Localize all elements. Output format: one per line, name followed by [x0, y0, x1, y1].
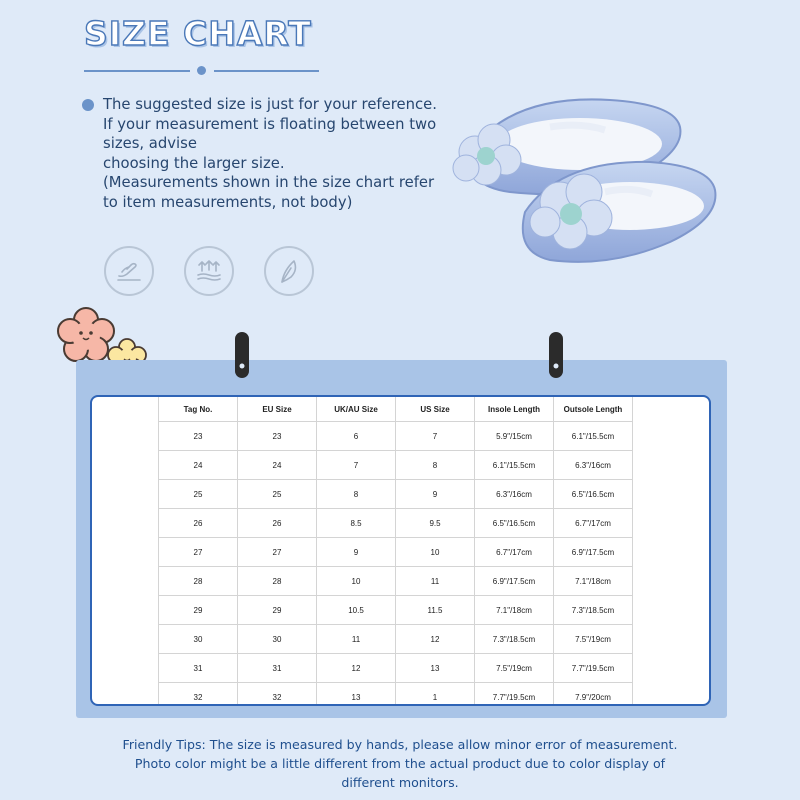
- col-header: UK/AU Size: [317, 397, 396, 422]
- table-cell: 12: [317, 654, 396, 683]
- table-cell: 13: [317, 683, 396, 707]
- title-divider-left: [84, 70, 190, 72]
- size-table-card: [90, 395, 711, 706]
- table-cell: 25: [238, 480, 317, 509]
- table-row: [159, 654, 633, 683]
- table-cell: 7.5"/19cm: [475, 654, 554, 683]
- title-divider-right: [214, 70, 319, 72]
- binder-clip-icon: [234, 332, 250, 378]
- table-cell: 30: [238, 625, 317, 654]
- table-cell: 7: [317, 451, 396, 480]
- binder-clip-icon: [548, 332, 564, 378]
- table-cell: 23: [238, 422, 317, 451]
- table-cell: 7.5"/19cm: [554, 625, 633, 654]
- table-cell: 8.5: [317, 509, 396, 538]
- table-cell: 7.3"/18.5cm: [554, 596, 633, 625]
- table-cell: 10: [317, 567, 396, 596]
- table-cell: 6.3"/16cm: [554, 451, 633, 480]
- table-cell: 8: [396, 451, 475, 480]
- table-cell: 10: [396, 538, 475, 567]
- table-cell: 9: [317, 538, 396, 567]
- table-cell: 7.3"/18.5cm: [475, 625, 554, 654]
- table-row: [159, 683, 633, 707]
- table-cell: 25: [159, 480, 238, 509]
- col-header: EU Size: [238, 397, 317, 422]
- table-cell: 1: [396, 683, 475, 707]
- table-cell: 23: [159, 422, 238, 451]
- table-cell: 6.3"/16cm: [475, 480, 554, 509]
- table-cell: 11.5: [396, 596, 475, 625]
- table-cell: 6.9"/17.5cm: [554, 538, 633, 567]
- lightweight-feather-icon: [264, 246, 314, 296]
- table-cell: 11: [396, 567, 475, 596]
- table-row: [159, 538, 633, 567]
- table-cell: 9: [396, 480, 475, 509]
- table-row: [159, 567, 633, 596]
- table-cell: 29: [159, 596, 238, 625]
- table-cell: 31: [238, 654, 317, 683]
- col-header: Tag No.: [159, 397, 238, 422]
- table-cell: 26: [238, 509, 317, 538]
- table-cell: 13: [396, 654, 475, 683]
- table-cell: 32: [159, 683, 238, 707]
- table-row: [159, 451, 633, 480]
- table-cell: 7: [396, 422, 475, 451]
- table-cell: 28: [159, 567, 238, 596]
- table-cell: 26: [159, 509, 238, 538]
- table-row: [159, 509, 633, 538]
- bullet-dot: [82, 99, 94, 111]
- table-cell: 5.9"/15cm: [475, 422, 554, 451]
- table-cell: 32: [238, 683, 317, 707]
- table-cell: 6.1"/15.5cm: [554, 422, 633, 451]
- table-cell: 24: [238, 451, 317, 480]
- table-cell: 27: [159, 538, 238, 567]
- col-header: Insole Length: [475, 397, 554, 422]
- table-cell: 11: [317, 625, 396, 654]
- table-cell: 28: [238, 567, 317, 596]
- title-divider-dot: [197, 66, 206, 75]
- col-header: US Size: [396, 397, 475, 422]
- table-cell: 7.1"/18cm: [475, 596, 554, 625]
- table-cell: 6.5"/16.5cm: [554, 480, 633, 509]
- col-header: Outsole Length: [554, 397, 633, 422]
- table-cell: 6.5"/16.5cm: [475, 509, 554, 538]
- table-cell: 6.7"/17cm: [475, 538, 554, 567]
- size-advice-note: The suggested size is just for your reference. If your measurement is floating between two sizes, advise choosing the larger size. (Measurements shown in the size chart refer to item measurements, not body): [103, 96, 437, 211]
- table-header-row: [159, 397, 633, 422]
- table-cell: 6.1"/15.5cm: [475, 451, 554, 480]
- table-cell: 6.7"/17cm: [554, 509, 633, 538]
- table-cell: 8: [317, 480, 396, 509]
- table-row: [159, 625, 633, 654]
- table-cell: 27: [238, 538, 317, 567]
- friendly-tips: Friendly Tips: The size is measured by hands, please allow minor error of measurement. Photo color might be a little different from the actual product due to color display of different monitors.: [122, 737, 678, 790]
- table-cell: 6: [317, 422, 396, 451]
- table-cell: 10.5: [317, 596, 396, 625]
- table-cell: 12: [396, 625, 475, 654]
- table-cell: 7.7"/19.5cm: [475, 683, 554, 707]
- ballet-shoes-image: [430, 82, 730, 282]
- table-cell: 24: [159, 451, 238, 480]
- table-cell: 9.5: [396, 509, 475, 538]
- page-title: SIZE CHART: [84, 14, 312, 53]
- table-cell: 6.9"/17.5cm: [475, 567, 554, 596]
- table-cell: 7.1"/18cm: [554, 567, 633, 596]
- table-cell: 31: [159, 654, 238, 683]
- table-cell: 30: [159, 625, 238, 654]
- breathable-icon: [184, 246, 234, 296]
- table-row: [159, 596, 633, 625]
- size-table: [158, 397, 633, 706]
- soft-sole-icon: [104, 246, 154, 296]
- table-row: [159, 422, 633, 451]
- table-row: [159, 480, 633, 509]
- table-cell: 29: [238, 596, 317, 625]
- table-cell: 7.9"/20cm: [554, 683, 633, 707]
- table-cell: 7.7"/19.5cm: [554, 654, 633, 683]
